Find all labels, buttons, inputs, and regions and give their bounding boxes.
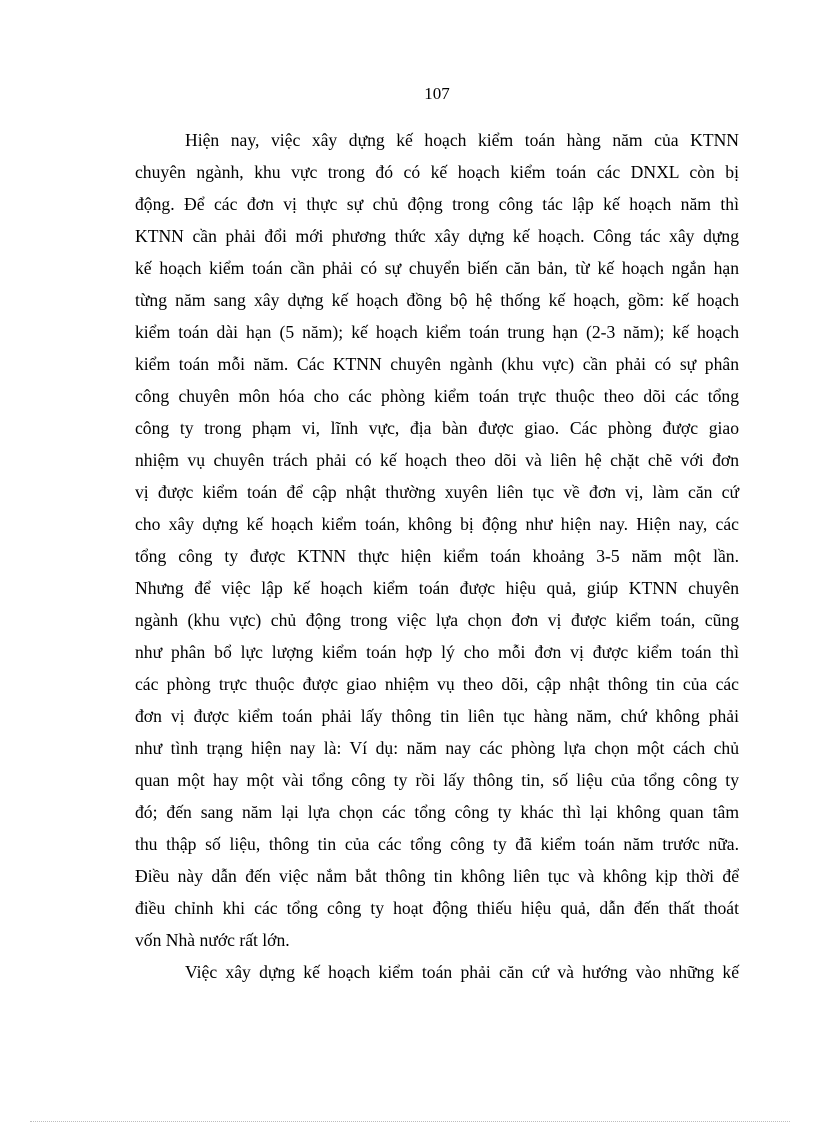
paragraph-line: từng năm sang xây dựng kế hoạch đồng bộ hệ thống kế hoạch, gồm: kế hoạch [135, 290, 739, 310]
paragraph-line: KTNN cần phải đổi mới phương thức xây dựng kế hoạch. Công tác xây dựng [135, 226, 739, 246]
page-number: 107 [424, 84, 450, 103]
paragraph-line: thu thập số liệu, thông tin của các tổng công ty đã kiểm toán năm trước nữa. [135, 834, 739, 854]
paragraph-line: quan một hay một vài tổng công ty rồi lấy thông tin, số liệu của tổng công ty [135, 770, 739, 790]
paragraph-line: công chuyên môn hóa cho các phòng kiểm toán trực thuộc theo dõi các tổng [135, 386, 739, 406]
paragraph-line: động. Để các đơn vị thực sự chủ động trong công tác lập kế hoạch năm thì [135, 194, 739, 214]
paragraph-line: các phòng trực thuộc được giao nhiệm vụ theo dõi, cập nhật thông tin của các [135, 674, 739, 694]
paragraph-line: cho xây dựng kế hoạch kiểm toán, không bị động như hiện nay. Hiện nay, các [135, 514, 739, 534]
paragraph-line: công ty trong phạm vi, lĩnh vực, địa bàn được giao. Các phòng được giao [135, 418, 739, 438]
paragraph-line: vốn Nhà nước rất lớn. [135, 930, 290, 950]
paragraph-line: Nhưng để việc lập kế hoạch kiểm toán được hiệu quả, giúp KTNN chuyên [135, 578, 739, 598]
paragraph-line: điều chỉnh khi các tổng công ty hoạt động thiếu hiệu quả, dẫn đến thất thoát [135, 898, 739, 918]
paragraph-line: kế hoạch kiểm toán cần phải có sự chuyển biến căn bản, từ kế hoạch ngắn hạn [135, 258, 739, 278]
paragraph-line: nhiệm vụ chuyên trách phải có kế hoạch theo dõi và liên hệ chặt chẽ với đơn [135, 450, 739, 470]
paragraph-line: đó; đến sang năm lại lựa chọn các tổng công ty khác thì lại không quan tâm [135, 802, 739, 822]
paragraph-line: tổng công ty được KTNN thực hiện kiểm toán khoảng 3-5 năm một lần. [135, 546, 739, 566]
body-text [135, 124, 739, 988]
paragraph-line: như tình trạng hiện nay là: Ví dụ: năm nay các phòng lựa chọn một cách chủ [135, 738, 739, 758]
page-bottom-rule [30, 1121, 790, 1122]
paragraph-line: Việc xây dựng kế hoạch kiểm toán phải căn cứ và hướng vào những kế [185, 962, 739, 982]
paragraph-line: ngành (khu vực) chủ động trong việc lựa chọn đơn vị được kiểm toán, cũng [135, 610, 739, 630]
paragraph-line: vị được kiểm toán để cập nhật thường xuyên liên tục về đơn vị, làm căn cứ [135, 482, 739, 502]
paragraph-line: kiểm toán mỗi năm. Các KTNN chuyên ngành (khu vực) cần phải có sự phân [135, 354, 739, 374]
paragraph-line: chuyên ngành, khu vực trong đó có kế hoạch kiểm toán các DNXL còn bị [135, 162, 739, 182]
paragraph-line: kiểm toán dài hạn (5 năm); kế hoạch kiểm toán trung hạn (2-3 năm); kế hoạch [135, 322, 739, 342]
paragraph-line: Điều này dẫn đến việc nắm bắt thông tin không liên tục và không kịp thời để [135, 866, 739, 886]
paragraph-line: như phân bổ lực lượng kiểm toán hợp lý cho mỗi đơn vị được kiểm toán thì [135, 642, 739, 662]
paragraph-2 [135, 956, 739, 988]
paragraph-line: đơn vị được kiểm toán phải lấy thông tin liên tục hàng năm, chứ không phải [135, 706, 739, 726]
paragraph-line: Hiện nay, việc xây dựng kế hoạch kiểm toán hàng năm của KTNN [185, 130, 739, 150]
paragraph-1 [135, 124, 739, 956]
